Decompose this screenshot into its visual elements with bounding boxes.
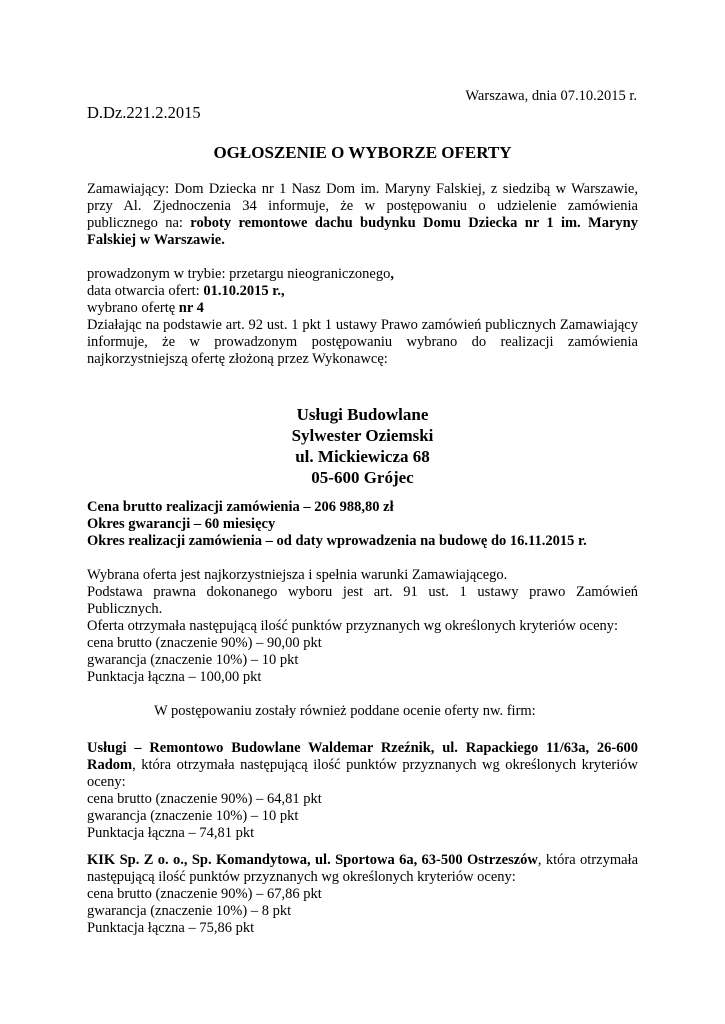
procedure-opening-text: data otwarcia ofert: <box>87 283 204 299</box>
intro-subject: roboty remontowe dachu budynku Domu Dziecka nr 1 im. Maryny <box>190 215 638 231</box>
procedure-chosen <box>87 300 638 317</box>
justification-line: Oferta otrzymała następującą ilość punktów przyznanych wg określonych kryteriów oceny: <box>87 618 619 634</box>
terms-price: Cena brutto realizacji zamówienia – 206 988,80 zł <box>87 499 394 515</box>
price-score: cena brutto (znaczenie 90%) – 90,00 pkt <box>87 635 322 651</box>
justification-block <box>87 567 638 686</box>
intro-subject-end: Falskiej w Warszawie. <box>87 232 225 248</box>
procedure-opening <box>87 283 638 300</box>
procedure-basis-line: informuje, że w prowadzonym postępowaniu wybrano do realizacji zamówienia <box>87 334 638 350</box>
procedure-mode <box>87 266 638 283</box>
offer-3-text: , która otrzymała <box>537 852 639 868</box>
procedure-basis-line: najkorzystniejszą ofertę złożoną przez Wykonawcę: <box>87 351 388 367</box>
justification-line: Publicznych. <box>87 601 163 617</box>
justification-line: Podstawa prawna dokonanego wyboru jest art. 91 ust. 1 ustawy prawo Zamówień <box>87 584 638 600</box>
reference-number: D.Dz.221.2.2015 <box>87 103 201 122</box>
page-title: OGŁOSZENIE O WYBORZE OFERTY <box>213 143 512 162</box>
procedure-mode-text: prowadzonym w trybie: przetargu nieograniczonego <box>87 266 391 282</box>
offer-2-warranty-score: gwarancja (znaczenie 10%) – 10 pkt <box>87 808 299 824</box>
offer-2-text: , która otrzymała następującą ilość punktów przyznanych wg określonych kryteriów <box>132 757 638 773</box>
procedure-mode-comma: , <box>390 266 394 282</box>
offer-3-line <box>87 852 638 869</box>
offer-2-block <box>87 740 638 842</box>
procedure-chosen-text: wybrano ofertę <box>87 300 179 316</box>
offer-3-warranty-score: gwarancja (znaczenie 10%) – 8 pkt <box>87 903 292 919</box>
contractor-owner: Sylwester Oziemski <box>291 426 434 445</box>
procedure-chosen-number: nr 4 <box>178 300 204 316</box>
total-score: Punktacja łączna – 100,00 pkt <box>87 669 262 685</box>
date-line: Warszawa, dnia 07.10.2015 r. <box>465 88 637 104</box>
contractor-block <box>87 404 638 488</box>
offer-2-line <box>87 757 638 774</box>
procedure-opening-date: 01.10.2015 r., <box>203 283 285 299</box>
offer-2-line: oceny: <box>87 774 126 790</box>
terms-warranty: Okres gwarancji – 60 miesięcy <box>87 516 276 532</box>
offer-2-line <box>87 740 638 757</box>
terms-period: Okres realizacji zamówienia – od daty wprowadzenia na budowę do 16.11.2015 r. <box>87 533 587 549</box>
offer-3-total-score: Punktacja łączna – 75,86 pkt <box>87 920 255 936</box>
intro-line <box>87 232 638 249</box>
contractor-name: Usługi Budowlane <box>296 405 429 424</box>
procedure-paragraph <box>87 266 638 368</box>
intro-line: przy Al. Zjednoczenia 34 informuje, że w postępowaniu o udzielenie zamówienia <box>87 198 638 214</box>
offer-3-block <box>87 852 638 937</box>
offer-2-total-score: Punktacja łączna – 74,81 pkt <box>87 825 255 841</box>
offer-2-city: Radom <box>87 757 133 773</box>
warranty-score: gwarancja (znaczenie 10%) – 10 pkt <box>87 652 299 668</box>
contractor-city: 05-600 Grójec <box>311 468 414 487</box>
offer-3-line: następującą ilość punktów przyznanych wg określonych kryteriów oceny: <box>87 869 516 885</box>
offer-3-price-score: cena brutto (znaczenie 90%) – 67,86 pkt <box>87 886 322 902</box>
terms-block <box>87 499 638 550</box>
intro-line: Zamawiający: Dom Dziecka nr 1 Nasz Dom im. Maryny Falskiej, z siedzibą w Warszawie, <box>87 181 638 197</box>
others-intro: W postępowaniu zostały również poddane ocenie oferty nw. firm: <box>154 703 536 719</box>
procedure-basis-line: Działając na podstawie art. 92 ust. 1 pkt 1 ustawy Prawo zamówień publicznych Zamawiający <box>87 317 638 333</box>
intro-paragraph <box>87 181 638 249</box>
offer-2-company: Usługi – Remontowo Budowlane Waldemar Rzeźnik, ul. Rapackiego 11/63a, 26-600 <box>87 740 638 756</box>
justification-line: Wybrana oferta jest najkorzystniejsza i spełnia warunki Zamawiającego. <box>87 567 508 583</box>
offer-2-price-score: cena brutto (znaczenie 90%) – 64,81 pkt <box>87 791 322 807</box>
intro-text: publicznego na: <box>87 215 191 231</box>
offer-3-company: KIK Sp. Z o. o., Sp. Komandytowa, ul. Sportowa 6a, 63-500 Ostrzeszów <box>87 852 538 868</box>
contractor-street: ul. Mickiewicza 68 <box>295 447 430 466</box>
intro-line <box>87 215 638 232</box>
